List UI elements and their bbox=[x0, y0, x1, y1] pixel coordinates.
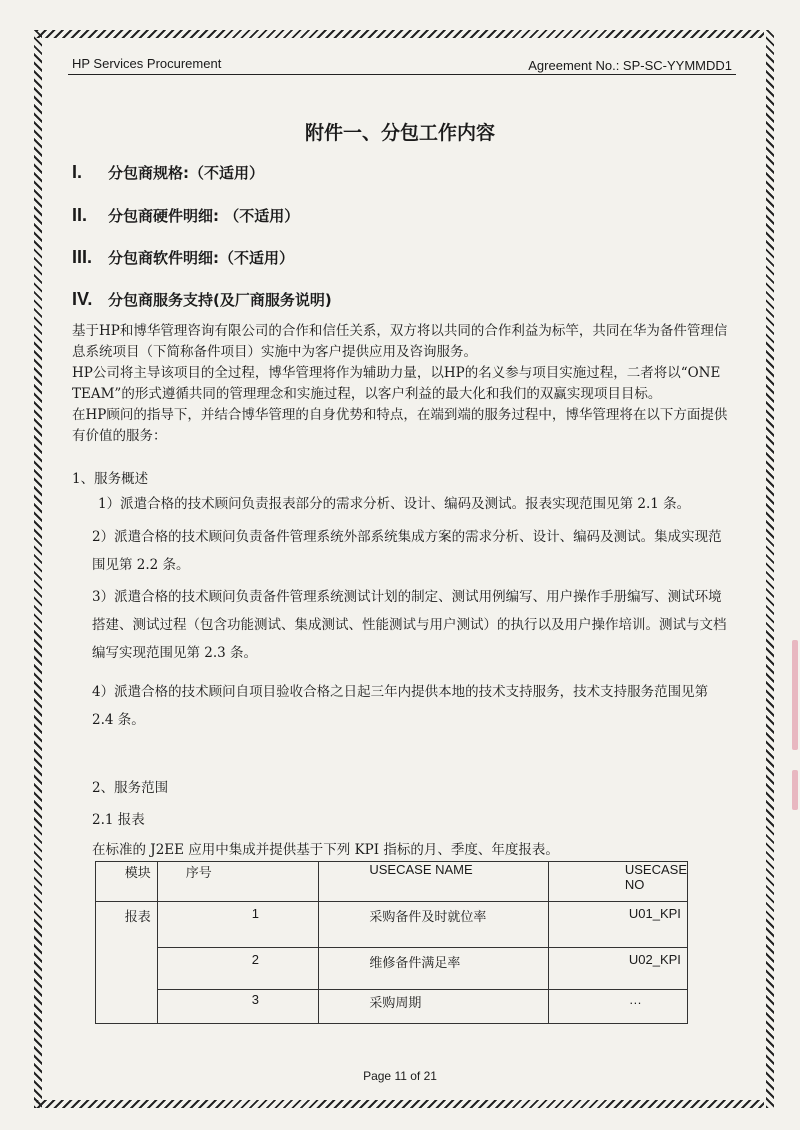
section-number: IV. bbox=[72, 289, 93, 309]
section-heading bbox=[72, 162, 264, 183]
table-header-row bbox=[96, 862, 688, 902]
report-heading: 2.1 报表 bbox=[92, 812, 145, 828]
overview-item: 1）派遣合格的技术顾问负责报表部分的需求分析、设计、编码及测试。报表实现范围见第 2.1 条。 bbox=[98, 496, 691, 512]
seq-cell: 3 bbox=[157, 990, 319, 1024]
border-left bbox=[34, 30, 42, 1108]
table-row bbox=[96, 948, 688, 990]
seq-cell: 2 bbox=[157, 948, 319, 990]
section-text: 分包商规格:（不适用） bbox=[108, 164, 264, 182]
usecase-name-cell: 维修备件满足率 bbox=[319, 948, 549, 990]
usecase-no-cell: … bbox=[548, 990, 687, 1024]
header-usecase-no: USECASE NO bbox=[548, 862, 687, 902]
usecase-no-cell: U01_KPI bbox=[548, 902, 687, 948]
scope-heading: 2、服务范围 bbox=[92, 780, 169, 796]
intro-paragraph: 在HP顾问的指导下，并结合博华管理的自身优势和特点，在端到端的服务过程中，博华管理将在以下方面提供有价值的服务： bbox=[72, 407, 728, 444]
header-company: HP Services Procurement bbox=[72, 56, 222, 71]
section-text: 分包商服务支持(及厂商服务说明) bbox=[108, 291, 332, 309]
border-right bbox=[766, 30, 774, 1108]
header-agreement-no: Agreement No.: SP-SC-YYMMDD1 bbox=[528, 58, 732, 73]
seq-cell: 1 bbox=[157, 902, 319, 948]
usecase-name-cell: 采购周期 bbox=[319, 990, 549, 1024]
overview-heading: 1、服务概述 bbox=[72, 471, 149, 487]
section-number: I. bbox=[72, 162, 83, 182]
section-text: 分包商软件明细:（不适用） bbox=[108, 249, 294, 267]
section-number: II. bbox=[72, 205, 88, 225]
section-heading bbox=[72, 247, 294, 268]
module-cell: 报表 bbox=[96, 902, 158, 1024]
border-top bbox=[36, 30, 764, 38]
page-header bbox=[68, 54, 736, 75]
report-description: 在标准的 J2EE 应用中集成并提供基于下列 KPI 指标的月、季度、年度报表。 bbox=[92, 842, 559, 858]
header-seq: 序号 bbox=[157, 862, 319, 902]
usecase-no-cell: U02_KPI bbox=[548, 948, 687, 990]
overview-item: 3）派遣合格的技术顾问负责备件管理系统测试计划的制定、测试用例编写、用户操作手册编写、测试环境搭建、测试过程（包含功能测试、集成测试、性能测试与用户测试）的执行以及用户操作培训。测试与文档编写实现范围见第 2.3 条。 bbox=[92, 589, 727, 661]
header-usecase-name: USECASE NAME bbox=[319, 862, 549, 902]
section-text: 分包商硬件明细: （不适用） bbox=[108, 207, 300, 225]
page-title: 附件一、分包工作内容 bbox=[304, 122, 495, 144]
usecase-name-cell: 采购备件及时就位率 bbox=[319, 902, 549, 948]
overview-item: 2）派遣合格的技术顾问负责备件管理系统外部系统集成方案的需求分析、设计、编码及测试。集成实现范围见第 2.2 条。 bbox=[92, 529, 722, 573]
border-bottom bbox=[36, 1100, 764, 1108]
kpi-table bbox=[95, 861, 688, 1024]
overview-item: 4）派遣合格的技术顾问自项目验收合格之日起三年内提供本地的技术支持服务，技术支持服务范围见第 2.4 条。 bbox=[92, 684, 709, 728]
table-row bbox=[96, 902, 688, 948]
scan-artifact bbox=[792, 770, 798, 810]
table-row bbox=[96, 990, 688, 1024]
section-heading bbox=[72, 205, 299, 226]
section-number: III. bbox=[72, 247, 93, 267]
section-heading bbox=[72, 289, 332, 310]
intro-paragraph: 基于HP和博华管理咨询有限公司的合作和信任关系，双方将以共同的合作利益为标竿，共同在华为备件管理信息系统项目（下简称备件项目）实施中为客户提供应用及咨询服务。 bbox=[72, 323, 728, 360]
page-footer: Page 11 of 21 bbox=[363, 1069, 437, 1083]
header-module: 模块 bbox=[96, 862, 158, 902]
scan-artifact bbox=[792, 640, 798, 750]
intro-paragraph: HP公司将主导该项目的全过程，博华管理将作为辅助力量，以HP的名义参与项目实施过程，二者将以“ONE TEAM”的形式遵循共同的管理理念和实施过程，以客户利益的最大化和我们的双赢实现项目目标。 bbox=[72, 365, 721, 402]
